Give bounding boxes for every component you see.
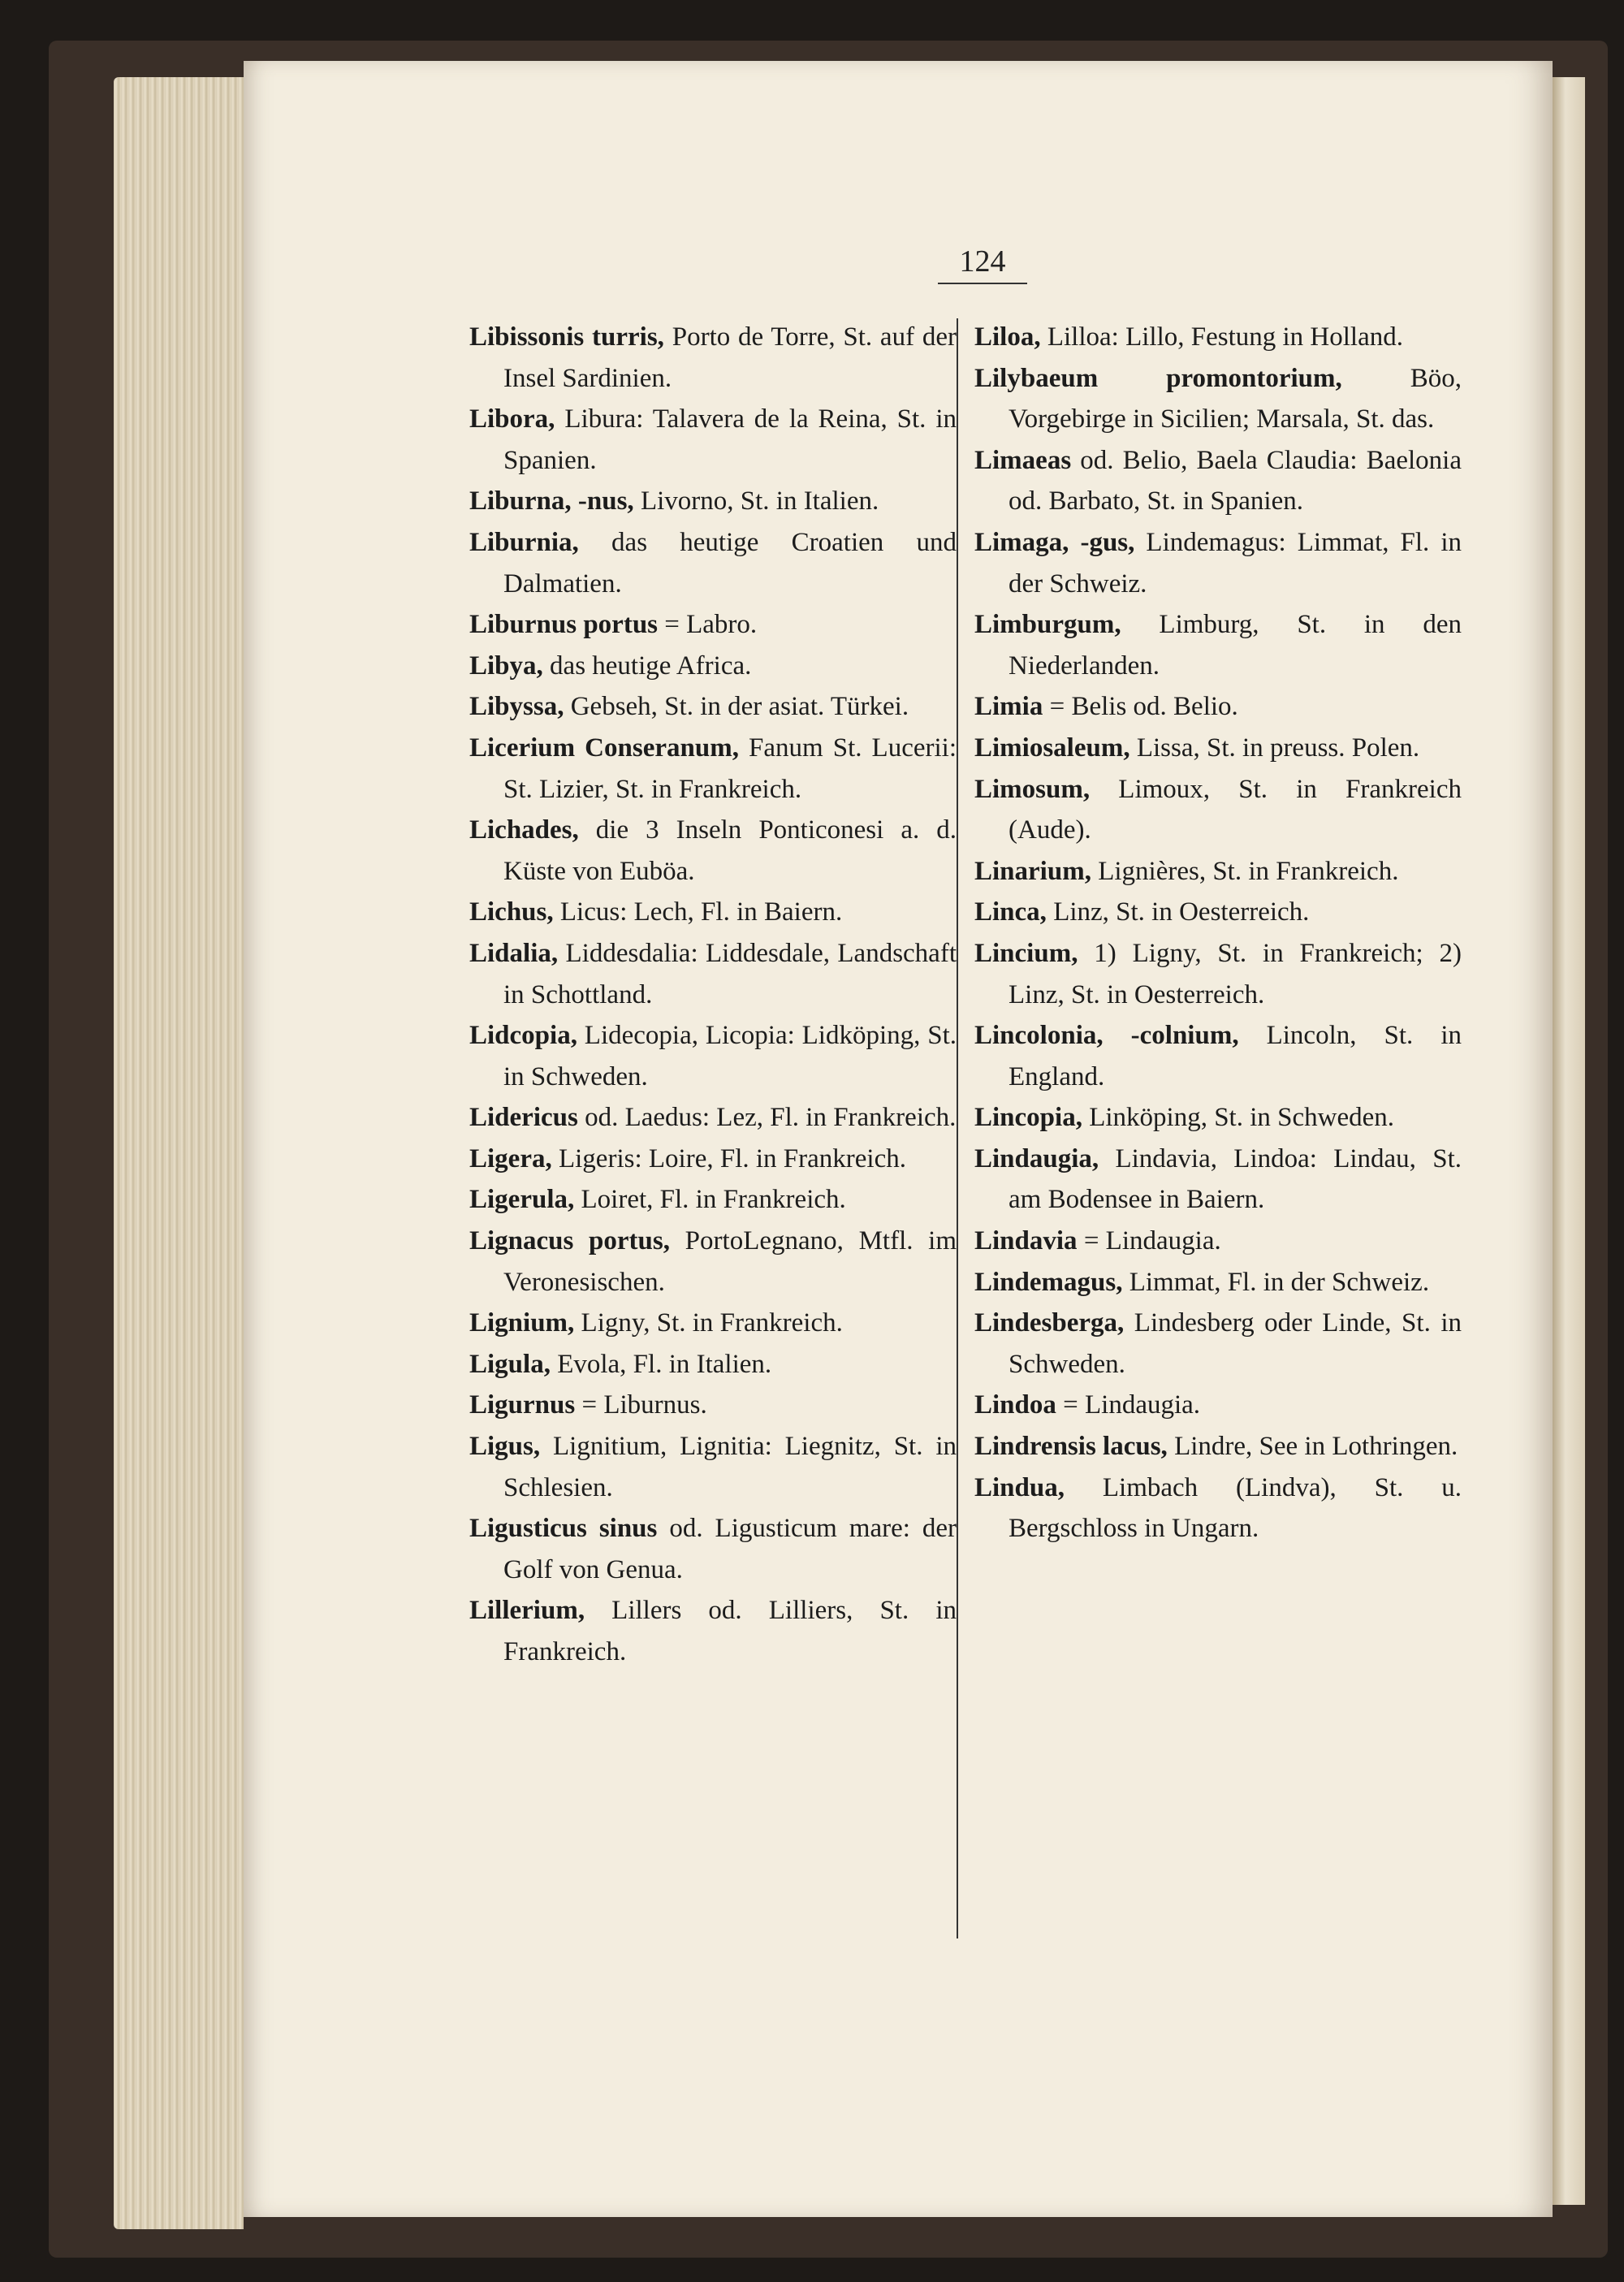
entry-definition: Lilloa: Lillo, Festung in Holland. (1040, 322, 1403, 352)
entry-definition: Licus: Lech, Fl. in Baiern. (553, 897, 843, 927)
entry-definition: Liddesdalia: Liddesdale, Landschaft in Schottland. (503, 938, 957, 1009)
right-column (974, 317, 1462, 1549)
dictionary-entry (974, 1426, 1462, 1467)
entry-definition: Loiret, Fl. in Frankreich. (574, 1185, 846, 1215)
left-column (469, 317, 957, 1673)
dictionary-entry (974, 1015, 1462, 1097)
entry-headword: Lichades, (469, 815, 579, 845)
next-page-edge (1553, 77, 1585, 2205)
dictionary-entry (469, 1344, 957, 1385)
dictionary-entry (469, 604, 957, 646)
entry-definition: od. Belio, Baela Claudia: Baelonia od. Barbato, St. in Spanien. (1009, 445, 1462, 516)
entry-definition: das heutige Africa. (542, 650, 752, 681)
entry-definition: 1) Ligny, St. in Frankreich; 2) Linz, St. in Oesterreich. (1009, 938, 1462, 1009)
entry-definition: Limmat, Fl. in der Schweiz. (1122, 1267, 1430, 1297)
entry-headword: Libyssa, (469, 692, 564, 722)
entry-definition: Lignitium, Lignitia: Liegnitz, St. in Schlesien. (503, 1432, 957, 1502)
entry-definition: Lissa, St. in preuss. Polen. (1129, 733, 1420, 763)
entry-headword: Ligera, (469, 1143, 552, 1173)
entry-headword: Lindoa (974, 1390, 1056, 1420)
entry-definition: Linz, St. in Oesterreich. (1046, 897, 1310, 927)
column-divider (957, 318, 958, 1938)
page-number: 124 (938, 244, 1027, 284)
dictionary-entry (469, 892, 957, 933)
dictionary-entry (974, 522, 1462, 604)
dictionary-entry (974, 1467, 1462, 1549)
dictionary-entry (469, 728, 957, 810)
entry-headword: Lignium, (469, 1308, 575, 1338)
dictionary-entry (469, 522, 957, 604)
dictionary-entry (974, 1262, 1462, 1303)
entry-headword: Liburnus portus (469, 610, 659, 640)
dictionary-entry (974, 728, 1462, 769)
dictionary-entry (469, 810, 957, 892)
dictionary-entry (974, 769, 1462, 851)
dictionary-entry (469, 1590, 957, 1672)
entry-definition: die 3 Inseln Ponticonesi a. d. Küste von Euböa. (503, 815, 957, 886)
dictionary-entry (469, 686, 957, 728)
dictionary-entry (469, 317, 957, 399)
entry-headword: Libora, (469, 404, 555, 434)
entry-definition: Lindre, See in Lothringen. (1167, 1432, 1458, 1462)
entry-headword: Linca, (974, 897, 1047, 927)
entry-definition: Linköping, St. in Schweden. (1082, 1103, 1395, 1133)
entry-headword: Limia (974, 692, 1043, 722)
dictionary-entry (469, 1385, 957, 1426)
entry-definition: Limburg, St. in den Niederlanden. (1009, 610, 1462, 681)
page-edges (114, 77, 244, 2229)
entry-definition: Fanum St. Lucerii: St. Lizier, St. in Frankreich. (503, 733, 957, 804)
entry-headword: Lindesberga, (974, 1308, 1125, 1338)
entry-headword: Ligerula, (469, 1185, 575, 1215)
entry-headword: Lindrensis lacus, (974, 1432, 1168, 1462)
dictionary-entry (974, 851, 1462, 892)
entry-definition: PortoLegnano, Mtfl. im Veronesischen. (503, 1226, 957, 1297)
dictionary-entry (974, 686, 1462, 728)
entry-definition: = Lindaugia. (1056, 1390, 1201, 1420)
entry-definition: Ligny, St. in Frankreich. (574, 1308, 843, 1338)
entry-headword: Lichus, (469, 897, 554, 927)
entry-headword: Ligusticus sinus (469, 1514, 658, 1544)
entry-definition: = Belis od. Belio. (1043, 692, 1238, 722)
entry-definition: Lindemagus: Limmat, Fl. in der Schweiz. (1009, 527, 1462, 599)
dictionary-entry (974, 604, 1462, 686)
entry-headword: Limaga, -gus, (974, 527, 1135, 557)
entry-headword: Liloa, (974, 322, 1041, 352)
entry-headword: Liburnia, (469, 527, 579, 557)
entry-definition: Böo, Vorgebirge in Sicilien; Marsala, St. das. (1009, 363, 1462, 434)
entry-definition: Limbach (Lindva), St. u. Bergschloss in Ungarn. (1009, 1472, 1462, 1544)
entry-definition: Porto de Torre, St. auf der Insel Sardinien. (503, 322, 957, 393)
entry-definition: Lindesberg oder Linde, St. in Schweden. (1009, 1308, 1462, 1379)
entry-headword: Limiosaleum, (974, 733, 1130, 763)
dictionary-entry (469, 1426, 957, 1508)
entry-headword: Lignacus portus, (469, 1226, 670, 1256)
dictionary-entry (974, 892, 1462, 933)
entry-definition: Ligeris: Loire, Fl. in Frankreich. (551, 1143, 906, 1173)
dictionary-entry (974, 358, 1462, 440)
entry-headword: Lincolonia, -colnium, (974, 1021, 1239, 1051)
entry-definition: Lincoln, St. in England. (1009, 1021, 1462, 1091)
dictionary-entry (974, 317, 1462, 358)
dictionary-entry (974, 933, 1462, 1015)
dictionary-entry (974, 440, 1462, 522)
dictionary-entry (974, 1385, 1462, 1426)
dictionary-entry (469, 1015, 957, 1097)
entry-definition: Lindavia, Lindoa: Lindau, St. am Bodensee in Baiern. (1009, 1143, 1462, 1215)
dictionary-entry (469, 399, 957, 481)
entry-headword: Lidericus (469, 1103, 578, 1133)
entry-headword: Ligula, (469, 1349, 551, 1379)
entry-headword: Lindua, (974, 1472, 1065, 1502)
entry-headword: Lincopia, (974, 1103, 1082, 1133)
entry-headword: Licerium Conseranum, (469, 733, 739, 763)
entry-headword: Lillerium, (469, 1596, 585, 1626)
dictionary-entry (974, 1097, 1462, 1139)
entry-definition: Evola, Fl. in Italien. (550, 1349, 772, 1379)
dictionary-entry (469, 646, 957, 687)
entry-headword: Lindaugia, (974, 1143, 1099, 1173)
dictionary-entry (469, 1303, 957, 1344)
entry-definition: od. Laedus: Lez, Fl. in Frankreich. (577, 1103, 957, 1133)
dictionary-entry (974, 1139, 1462, 1221)
entry-headword: Liburna, -nus, (469, 486, 634, 516)
entry-definition: Limoux, St. in Frankreich (Aude). (1009, 774, 1462, 845)
entry-headword: Ligurnus (469, 1390, 576, 1420)
dictionary-entry (469, 481, 957, 522)
entry-headword: Libya, (469, 650, 543, 681)
dictionary-entry (469, 1179, 957, 1221)
entry-definition: Lillers od. Lilliers, St. in Frankreich. (503, 1596, 957, 1666)
entry-definition: Libura: Talavera de la Reina, St. in Spanien. (503, 404, 957, 475)
entry-headword: Limosum, (974, 774, 1091, 804)
entry-definition: = Liburnus. (575, 1390, 707, 1420)
entry-headword: Lindavia (974, 1226, 1078, 1256)
entry-definition: Livorno, St. in Italien. (633, 486, 879, 516)
entry-definition: = Lindaugia. (1077, 1226, 1221, 1256)
entry-definition: das heutige Croatien und Dalmatien. (503, 527, 957, 599)
entry-definition: Lidecopia, Licopia: Lidköping, St. in Schweden. (503, 1021, 957, 1091)
entry-headword: Lidalia, (469, 938, 559, 968)
dictionary-entry (469, 933, 957, 1015)
dictionary-entry (974, 1221, 1462, 1262)
entry-definition: od. Ligusticum mare: der Golf von Genua. (503, 1514, 957, 1584)
entry-headword: Lindemagus, (974, 1267, 1123, 1297)
entry-headword: Limburgum, (974, 610, 1121, 640)
dictionary-entry (974, 1303, 1462, 1385)
entry-definition: Gebseh, St. in der asiat. Türkei. (564, 692, 909, 722)
entry-headword: Lidcopia, (469, 1021, 577, 1051)
entry-headword: Lilybaeum promontorium, (974, 363, 1342, 393)
entry-headword: Ligus, (469, 1432, 541, 1462)
entry-headword: Limaeas (974, 445, 1072, 475)
entry-definition: = Labro. (658, 610, 758, 640)
entry-headword: Lincium, (974, 938, 1078, 968)
entry-headword: Linarium, (974, 856, 1091, 886)
dictionary-entry (469, 1139, 957, 1180)
dictionary-entry (469, 1097, 957, 1139)
dictionary-entry (469, 1508, 957, 1590)
dictionary-entry (469, 1221, 957, 1303)
entry-headword: Libissonis turris, (469, 322, 664, 352)
entry-definition: Lignières, St. in Frankreich. (1091, 856, 1399, 886)
